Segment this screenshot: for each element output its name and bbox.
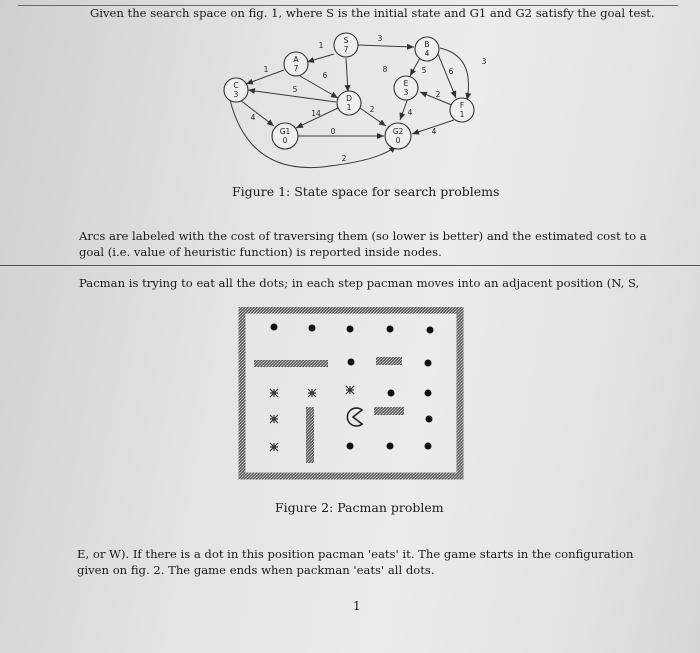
node-B-label: B [424, 40, 430, 49]
rules-line-2: given on fig. 2. The game ends when packman 'eats' all dots. [77, 563, 435, 577]
cost-B-E: 5 [421, 66, 427, 75]
dot [425, 390, 432, 397]
dot [387, 326, 394, 333]
figure1-graph [0, 28, 700, 208]
inner-block-top [376, 357, 402, 365]
node-C-label: C [233, 81, 239, 90]
figure2-caption: Figure 2: Pacman problem [275, 500, 444, 515]
node-A-h: 7 [293, 64, 299, 73]
pacman-icon [347, 408, 362, 426]
edge-S-B [358, 45, 414, 47]
figure1-caption: Figure 1: State space for search problems [232, 184, 500, 199]
cost-B-F2: 3 [481, 57, 487, 66]
dot [425, 443, 432, 450]
cost-D-C: 5 [292, 85, 298, 94]
cost-A-C: 1 [263, 65, 269, 74]
inner-wall-left [254, 360, 328, 367]
edge-B-F [435, 54, 456, 99]
dot [388, 390, 395, 397]
ghost-icon [270, 415, 278, 423]
cost-G1-G2: 0 [330, 127, 336, 136]
node-B-h: 4 [424, 49, 430, 58]
edge-S-A [307, 54, 334, 62]
cost-F-G2: 4 [431, 127, 437, 136]
node-E-h: 3 [403, 88, 409, 97]
dot [426, 416, 433, 423]
dot [427, 327, 434, 334]
node-F-h: 1 [459, 110, 465, 119]
node-S-h: 7 [343, 45, 349, 54]
ghost-icon [308, 389, 316, 397]
cost-A-D: 6 [322, 71, 328, 80]
dot [387, 443, 394, 450]
node-A-label: A [293, 55, 299, 64]
node-F-label: F [459, 101, 465, 110]
node-D-h: 1 [346, 103, 352, 112]
cost-S-B: 3 [377, 34, 383, 43]
arcs-line-2: goal (i.e. value of heuristic function) is reported inside nodes. [79, 245, 442, 259]
node-D-label: D [346, 94, 352, 103]
node-G1-label: G1 [279, 127, 291, 136]
dot [347, 443, 354, 450]
cost-E-G2: 4 [407, 108, 413, 117]
dot [425, 360, 432, 367]
node-E-label: E [403, 79, 409, 88]
ghost-icon [270, 443, 278, 451]
edge-A-D [300, 76, 338, 98]
cost-S-D: 8 [382, 65, 388, 74]
inner-wall-vertical [306, 407, 314, 463]
node-G1-h: 0 [282, 136, 288, 145]
dot [309, 325, 316, 332]
intro-line: Given the search space on fig. 1, where S is the initial state and G1 and G2 satisfy the goal test. [90, 6, 655, 20]
cost-D-G2: 2 [369, 105, 375, 114]
node-G2-label: G2 [392, 127, 404, 136]
node-S-label: S [343, 36, 349, 45]
cost-S-A: 1 [318, 41, 324, 50]
mid-rule [0, 265, 700, 266]
edge-S-D [346, 58, 348, 92]
dot [347, 326, 354, 333]
edge-B-E [410, 58, 420, 76]
ghost-icon [346, 386, 354, 394]
page-number: 1 [353, 599, 361, 613]
figure2-pacman-board [238, 307, 468, 483]
cost-C-G1: 4 [250, 113, 256, 122]
cost-C-G2: 2 [341, 154, 347, 163]
node-G2-h: 0 [395, 136, 401, 145]
cost-D-G1: 14 [311, 109, 321, 118]
inner-block-mid [374, 407, 404, 415]
arcs-line-1: Arcs are labeled with the cost of traversing them (so lower is better) and the estimated cost to a [79, 229, 647, 243]
edge-B-F2 [440, 48, 468, 100]
ghost-icon [270, 389, 278, 397]
node-C-h: 3 [233, 90, 239, 99]
rules-line-1: E, or W). If there is a dot in this position pacman 'eats' it. The game starts in the configuration [77, 547, 634, 561]
dot [348, 359, 355, 366]
edge-C-G1 [240, 100, 274, 126]
pacman-line: Pacman is trying to eat all the dots; in each step pacman moves into an adjacent position (N, S, [79, 276, 640, 290]
cost-B-F: 6 [448, 67, 454, 76]
dot [271, 324, 278, 331]
cost-F-E: 2 [435, 90, 441, 99]
